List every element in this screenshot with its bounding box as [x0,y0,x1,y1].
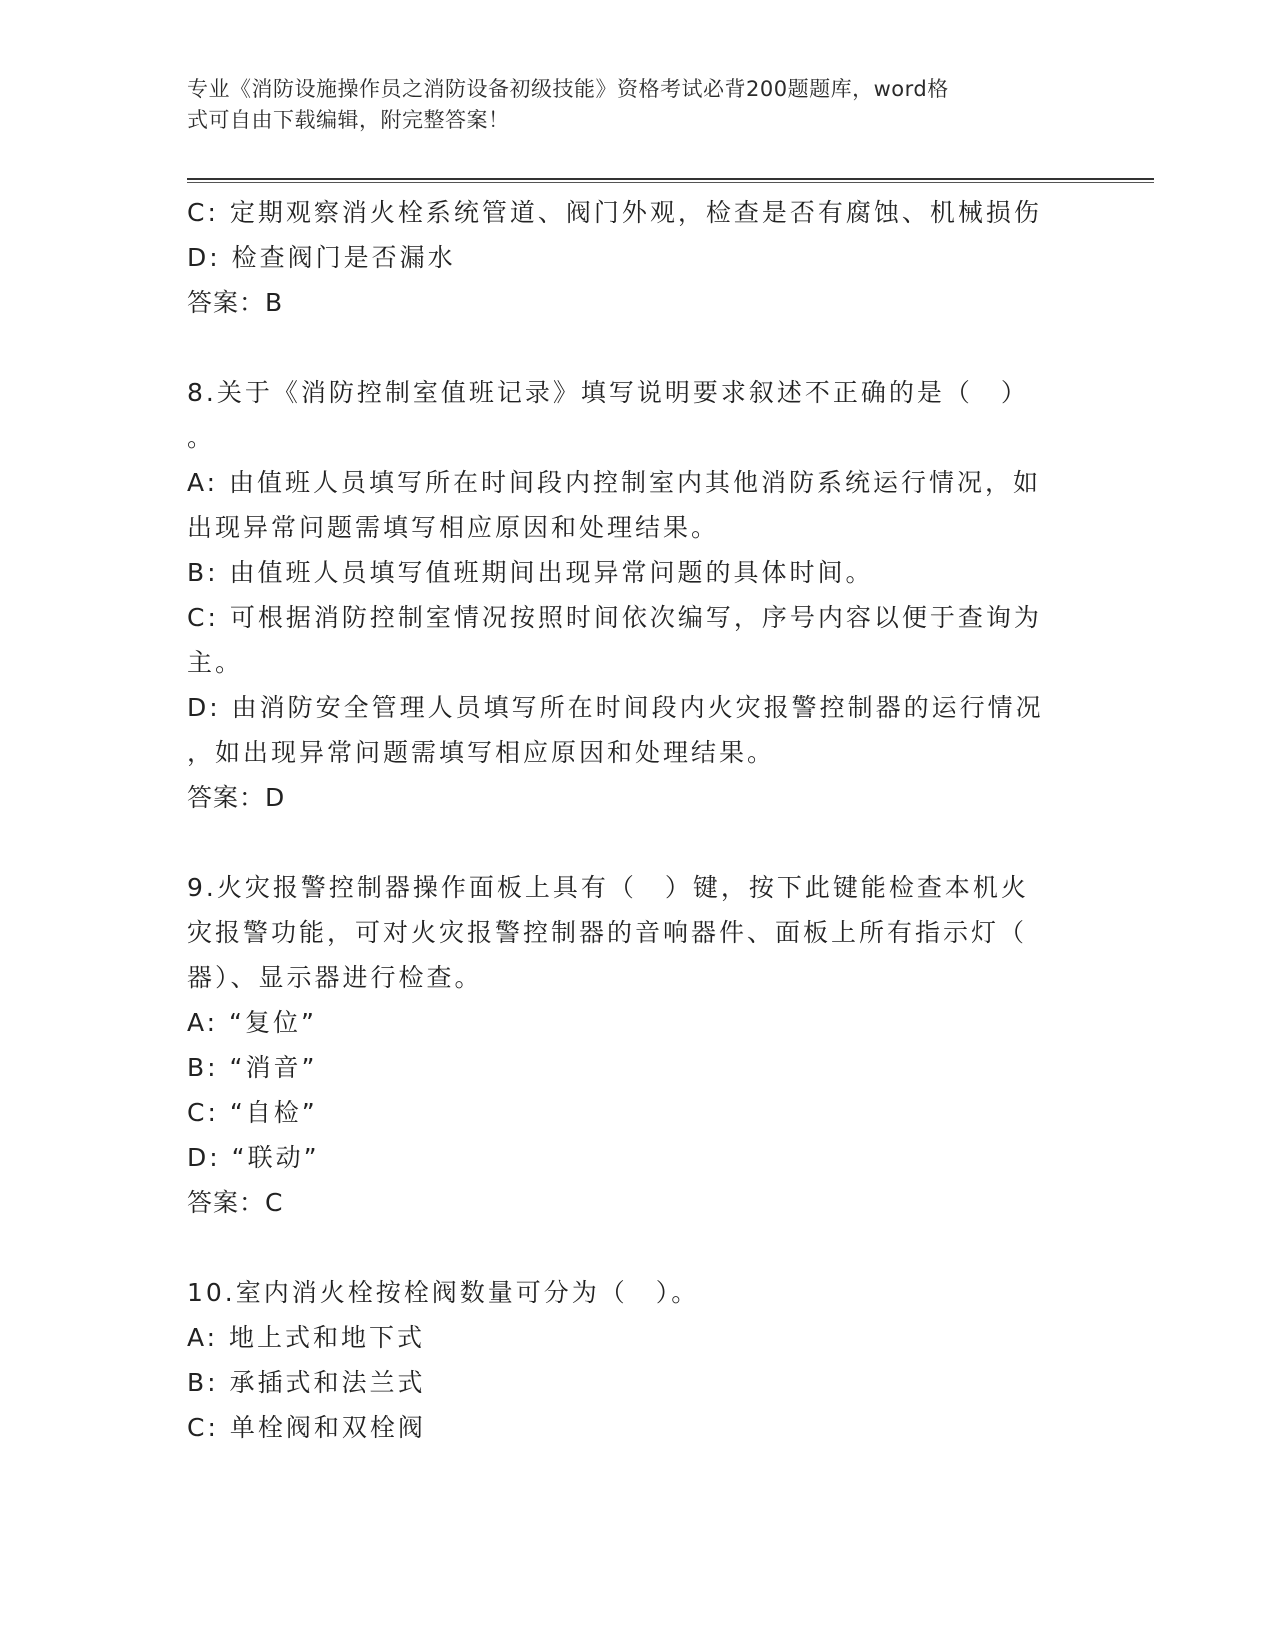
option-c: C: 可根据消防控制室情况按照时间依次编写，序号内容以便于查询为 [187,603,1042,632]
question-stem: 9.火灾报警控制器操作面板上具有（ ）键，按下此键能检查本机火 [187,873,1029,902]
option-a: A: 地上式和地下式 [187,1323,426,1352]
option-a: A: “复位” [187,1008,317,1037]
spacer [187,325,1077,370]
option-b: B: 承插式和法兰式 [187,1368,426,1397]
option-d: D: “联动” [187,1143,320,1172]
question-stem: 10.室内消火栓按栓阀数量可分为（ ）。 [187,1278,700,1307]
option-d-continued: ，如出现异常问题需填写相应原因和处理结果。 [187,738,776,767]
answer-label: 答案：C [187,1188,284,1217]
spacer [187,1225,1077,1270]
option-d: D: 由消防安全管理人员填写所在时间段内火灾报警控制器的运行情况 [187,693,1044,722]
option-b: B: 由值班人员填写值班期间出现异常问题的具体时间。 [187,558,874,587]
header-title-line-2: 式可自由下载编辑，附完整答案！ [187,108,510,132]
question-stem-continued: 。 [187,423,216,452]
question-7-tail [187,190,1077,325]
option-c: C: “自检” [187,1098,318,1127]
header-title-line-1: 专业《消防设施操作员之消防设备初级技能》资格考试必背200题题库，word格 [187,77,949,101]
header-divider-thick [187,178,1154,180]
question-10 [187,1270,1077,1450]
option-c: C: 单栓阀和双栓阀 [187,1413,426,1442]
question-8 [187,370,1077,820]
answer-label: 答案：B [187,288,284,317]
answer-label: 答案：D [187,783,286,812]
option-c: C: 定期观察消火栓系统管道、阀门外观，检查是否有腐蚀、机械损伤 [187,198,1042,227]
question-stem-continued: 灾报警功能，可对火灾报警控制器的音响器件、面板上所有指示灯（ [187,918,1028,947]
question-stem-continued: 器）、显示器进行检查。 [187,963,483,992]
question-9 [187,865,1077,1225]
option-d: D: 检查阀门是否漏水 [187,243,456,272]
question-stem: 8.关于《消防控制室值班记录》填写说明要求叙述不正确的是（ ） [187,378,1029,407]
option-a-continued: 出现异常问题需填写相应原因和处理结果。 [187,513,720,542]
spacer [187,820,1077,865]
option-c-continued: 主。 [187,648,244,677]
document-header [187,74,1087,136]
question-content [187,190,1077,1450]
header-divider-thin [187,182,1154,183]
option-a: A: 由值班人员填写所在时间段内控制室内其他消防系统运行情况，如 [187,468,1042,497]
option-b: B: “消音” [187,1053,318,1082]
